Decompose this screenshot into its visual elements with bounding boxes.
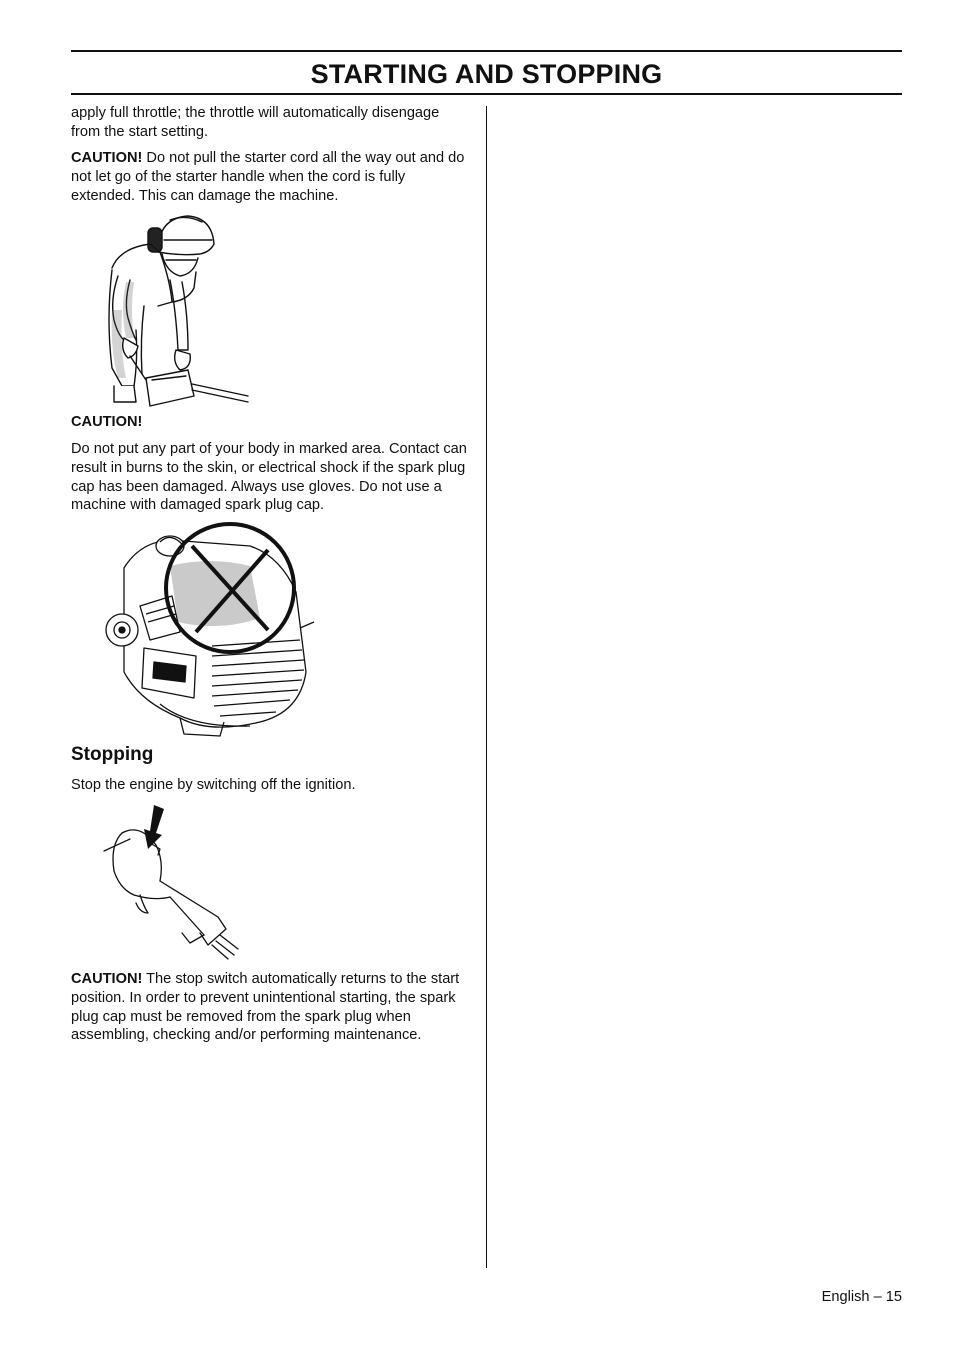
- page-title: STARTING AND STOPPING: [310, 59, 663, 89]
- paragraph-throttle: apply full throttle; the throttle will automatically disengage from the start setting.: [71, 105, 440, 140]
- header-bottom-rule: [71, 93, 902, 95]
- caution-heading: CAUTION!: [71, 414, 143, 430]
- caution-text: Do not pull the starter cord all the way out and do not let go of the starter handle when the cord is fully extended. This can damage the machine.: [71, 150, 465, 204]
- engine-warning-illustration: [100, 522, 315, 740]
- header-top-rule: [71, 50, 902, 52]
- paragraph-spark-plug-caution: Do not put any part of your body in marked area. Contact can result in burns to the skin, or electrical shock if the spark plug cap has been damaged. Always use gloves. Do not use a machine with damaged spark plug cap.: [71, 441, 467, 514]
- paragraph-stop-switch-caution: [71, 970, 471, 1045]
- caution-label-2: CAUTION!: [71, 971, 143, 987]
- caution-text-2: The stop switch automatically returns to the start position. In order to prevent unintentional starting, the spark plug cap must be removed from the spark plug when assembling, checking and/or performing maintenance.: [71, 971, 460, 1044]
- stopping-heading: Stopping: [71, 744, 154, 765]
- caution-label: CAUTION!: [71, 150, 143, 166]
- paragraph-stopping: Stop the engine by switching off the ignition.: [71, 777, 356, 793]
- operator-starting-illustration: [100, 210, 250, 410]
- paragraph-starter-caution: [71, 149, 471, 205]
- page-number: English – 15: [821, 1289, 902, 1305]
- column-divider: [486, 106, 487, 1268]
- stop-switch-illustration: [100, 805, 240, 965]
